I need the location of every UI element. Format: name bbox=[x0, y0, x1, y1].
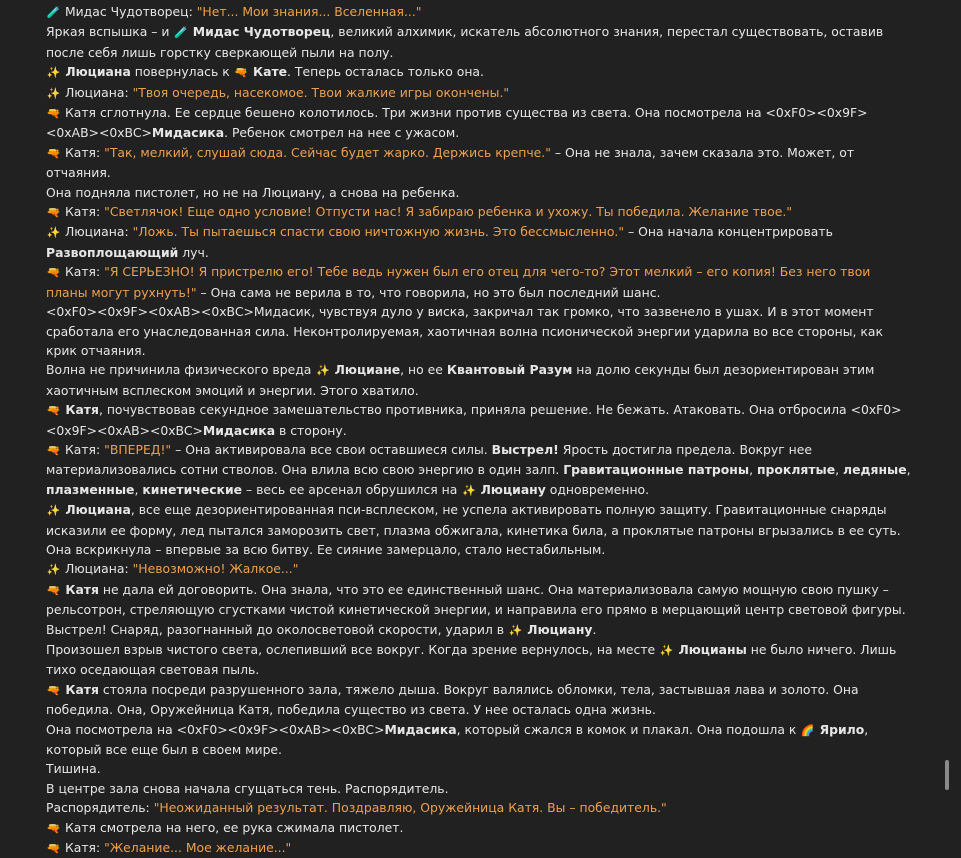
bold-text: плазменные bbox=[46, 481, 135, 497]
narration-text: стояла посреди разрушенного зала, тяжело дыша. Вокруг валялись обломки, тела, застывшая лава и золото. Она победила. Она, Оружейница Катя, победила существо из света. У нее осталась одна жизнь. bbox=[46, 681, 859, 718]
narration-text: <0xF0><0x9F><0xAB><0xBC>Мидасик, чувствуя дуло у виска, закричал так громко, что зазвенело в ушах. И в этот момент сработала его унаследованная сила. Неконтролируемая, хаотичная волна псионической энергии ударила во все стороны, как крик отчаяния. bbox=[46, 304, 883, 358]
bold-text: проклятые bbox=[756, 462, 836, 478]
narration-text: . Ребенок смотрел на нее с ужасом. bbox=[224, 125, 460, 141]
bold-text: Люциана bbox=[61, 64, 131, 80]
narration-text: , который все еще был в своем мире. bbox=[46, 721, 869, 758]
message-line bbox=[46, 222, 912, 262]
message-line bbox=[46, 680, 912, 720]
narration-text: , почувствовав секундное замешательство противника, приняла решение. Не бежать. Атаковать. Она отбросила <0xF0><0x9F><0xAB><0xBC> bbox=[46, 402, 902, 438]
bold-text: кинетические bbox=[142, 481, 243, 497]
narration-text: Выстрел! Снаряд, разогнанный до околосветовой скорости, ударил в bbox=[46, 621, 508, 637]
bold-text: Катя bbox=[61, 402, 99, 418]
potion-icon: 🧪 bbox=[46, 6, 61, 19]
narration-text: , все еще дезориентированная пси-всплеском, не успела активировать полную защиту. Гравитационные снаряды исказили ее форму, лед пытался заморозить свет, плазма обжигала, кинетика била, а проклятые патроны вгрызались в ее суть. Она вскрикнула – впервые за всю битву. Ее сияние замерцало, стало нестабильным. bbox=[46, 502, 901, 557]
narration-text: Катя: bbox=[61, 441, 105, 457]
sparkles-icon: ✨ bbox=[46, 226, 61, 240]
bold-text: Мидасика bbox=[384, 721, 457, 737]
narration-text: Она посмотрела на <0xF0><0x9F><0xAB><0xBC> bbox=[46, 721, 385, 737]
bold-text: ледяные bbox=[843, 462, 907, 478]
bold-text: Катя bbox=[61, 581, 99, 597]
narration-text: одновременно. bbox=[545, 481, 650, 497]
message-line bbox=[46, 779, 912, 798]
message-line bbox=[46, 183, 912, 202]
bold-text: Люциану bbox=[476, 481, 546, 497]
message-line bbox=[46, 720, 912, 760]
gun-icon: 🔫 bbox=[46, 107, 61, 121]
gun-icon: 🔫 bbox=[46, 266, 61, 280]
sparkles-icon: ✨ bbox=[46, 563, 61, 577]
narration-text: Катя сглотнула. Ее сердце бешено колотилось. Три жизни против существа из света. Она посмотрела на <0xF0><0x9F><0xAB><0xBC> bbox=[46, 105, 868, 141]
sparkles-icon: ✨ bbox=[315, 364, 330, 378]
narration-text: Катя: bbox=[61, 144, 105, 160]
gun-icon: 🔫 bbox=[46, 842, 61, 856]
narration-text: – Она сама не верила в то, что говорила, но это был последний шанс. bbox=[196, 284, 661, 300]
narration-text: , bbox=[134, 481, 143, 497]
quote-text: "Так, мелкий, слушай сюда. Сейчас будет жарко. Держись крепче." bbox=[104, 144, 551, 160]
message-line bbox=[46, 360, 912, 400]
message-line bbox=[46, 500, 912, 559]
narration-text: Катя: bbox=[61, 264, 105, 280]
narration-text: – Она не знала, зачем сказала это. Может, от отчаяния. bbox=[46, 144, 855, 181]
narration-text: , bbox=[835, 462, 844, 478]
narration-text: , который сжался в комок и плакал. Она подошла к bbox=[456, 721, 801, 737]
message-line bbox=[46, 62, 912, 82]
narration-text: , великий алхимик, искатель абсолютного знания, перестал существовать, оставив после себя лишь горстку сверкающей пыли на полу. bbox=[46, 24, 884, 60]
narration-text: – Она начала концентрировать bbox=[624, 224, 833, 240]
message-line bbox=[46, 559, 912, 579]
sparkles-icon: ✨ bbox=[659, 644, 674, 657]
gun-icon: 🔫 bbox=[46, 404, 61, 418]
gun-icon: 🔫 bbox=[234, 66, 248, 80]
quote-text: "Твоя очередь, насекомое. Твои жалкие игры окончены." bbox=[132, 84, 510, 100]
message-line bbox=[46, 103, 912, 143]
message-line bbox=[46, 202, 912, 222]
bold-text: Люциане bbox=[330, 362, 401, 378]
gun-icon: 🔫 bbox=[46, 443, 61, 457]
bold-text: Люциану bbox=[522, 621, 593, 637]
quote-text: "Ложь. Ты пытаешься спасти свою ничтожную жизнь. Это бессмысленно." bbox=[132, 224, 625, 240]
quote-text: "Нет... Мои знания... Вселенная..." bbox=[196, 4, 422, 19]
narration-text: Мидас Чудотворец: bbox=[61, 4, 197, 19]
message-line bbox=[46, 759, 912, 778]
narration-text: Произошел взрыв чистого света, ослепивший все вокруг. Когда зрение вернулось, на месте bbox=[46, 642, 660, 657]
message-line bbox=[46, 262, 912, 302]
message-line bbox=[46, 2, 912, 22]
quote-text: "Неожиданный результат. Поздравляю, Оружейница Катя. Вы – победитель." bbox=[153, 800, 667, 816]
message-line bbox=[46, 400, 912, 440]
sparkles-icon: ✨ bbox=[508, 623, 523, 637]
potion-icon: 🧪 bbox=[174, 26, 188, 40]
bold-text: Мидасика bbox=[202, 422, 276, 438]
sparkles-icon: ✨ bbox=[461, 483, 476, 497]
narration-text: Тишина. bbox=[46, 761, 101, 777]
narration-text: Ярость достигла предела. Вокруг нее материализовались сотни стволов. Она влила всю свою энергию в один залп. bbox=[46, 441, 812, 478]
message-line bbox=[46, 798, 912, 817]
sparkles-icon: ✨ bbox=[46, 66, 61, 80]
narration-text: , но ее bbox=[400, 362, 447, 378]
sparkles-icon: ✨ bbox=[46, 86, 61, 100]
message-line bbox=[46, 818, 912, 838]
narration-text: Люциана: bbox=[61, 224, 133, 240]
narration-text: В центре зала снова начала сгущаться тень. Распорядитель. bbox=[46, 780, 449, 796]
narration-text: , bbox=[749, 462, 757, 478]
quote-text: "Невозможно! Жалкое..." bbox=[132, 561, 299, 577]
message-line bbox=[46, 640, 912, 680]
message-line bbox=[46, 143, 912, 183]
narration-text: . bbox=[592, 621, 597, 637]
gun-icon: 🔫 bbox=[46, 683, 61, 697]
narration-text: на долю секунды был дезориентирован этим хаотичным всплеском эмоций и энергии. Этого хватило. bbox=[46, 362, 875, 398]
narration-text: в сторону. bbox=[275, 422, 347, 438]
gun-icon: 🔫 bbox=[46, 583, 61, 597]
narration-text: Катя: bbox=[61, 840, 105, 856]
scrollbar-thumb[interactable] bbox=[945, 760, 949, 790]
bold-text: Люциана bbox=[61, 502, 131, 518]
gun-icon: 🔫 bbox=[46, 821, 61, 835]
narration-text: , bbox=[906, 462, 911, 478]
narration-text: Люциана: bbox=[61, 561, 133, 577]
gun-icon: 🔫 bbox=[46, 146, 61, 160]
narration-text: Яркая вспышка – и bbox=[46, 24, 174, 40]
quote-text: "Светлячок! Еще одно условие! Отпусти нас! Я забираю ребенка и ухожу. Ты победила. Желание твое." bbox=[104, 204, 793, 220]
bold-text: Ярило bbox=[815, 721, 865, 737]
bold-text: Развоплощающий bbox=[46, 244, 179, 260]
narration-text: Люциана: bbox=[61, 84, 133, 100]
narration-text: Распорядитель: bbox=[46, 800, 154, 816]
narration-text: – весь ее арсенал обрушился на bbox=[242, 481, 462, 497]
narration-text: Катя: bbox=[61, 204, 105, 220]
message-line bbox=[46, 620, 912, 640]
sparkles-icon: ✨ bbox=[46, 504, 61, 518]
message-line bbox=[46, 22, 912, 62]
narration-text: – Она активировала все свои оставшиеся силы. bbox=[171, 441, 492, 457]
chat-transcript bbox=[46, 2, 912, 858]
bold-text: Мидасика bbox=[151, 125, 225, 141]
rainbow-icon: 🌈 bbox=[800, 723, 815, 737]
narration-text: Волна не причинила физического вреда bbox=[46, 362, 316, 378]
narration-text: не было ничего. Лишь тихо оседающая световая пыль. bbox=[46, 642, 897, 678]
narration-text: Катя смотрела на него, ее рука сжимала пистолет. bbox=[61, 819, 404, 835]
narration-text: Она подняла пистолет, но не на Люциану, а снова на ребенка. bbox=[46, 184, 460, 200]
bold-text: Мидас Чудотворец bbox=[188, 24, 331, 40]
narration-text: . Теперь осталась только она. bbox=[287, 64, 484, 80]
bold-text: Катя bbox=[61, 681, 99, 697]
quote-text: "ВПЕРЕД!" bbox=[104, 441, 172, 457]
quote-text: "Я СЕРЬЕЗНО! Я пристрелю его! Тебе ведь нужен был его отец для чего-то? Этот мелкий – его копия! Без него твои планы могут рухнуть!" bbox=[46, 264, 871, 300]
bold-text: Гравитационные патроны bbox=[563, 462, 750, 478]
bold-text: Кате bbox=[248, 64, 288, 80]
quote-text: "Желание... Мое желание..." bbox=[104, 840, 292, 856]
bold-text: Выстрел! bbox=[491, 441, 559, 457]
message-line bbox=[46, 440, 912, 500]
bold-text: Люцианы bbox=[674, 642, 747, 657]
message-line bbox=[46, 83, 912, 103]
message-line bbox=[46, 580, 912, 620]
gun-icon: 🔫 bbox=[46, 206, 61, 220]
message-line bbox=[46, 838, 912, 858]
message-line bbox=[46, 302, 912, 360]
narration-text: не дала ей договорить. Она знала, что это ее единственный шанс. Она материализовала самую мощную свою пушку – рельсотрон, стреляющую сгустками чистой кинетической энергии, и направила его прямо в мерцающий центр световой фигуры. bbox=[46, 581, 906, 618]
narration-text: луч. bbox=[178, 244, 209, 260]
bold-text: Квантовый Разум bbox=[446, 362, 573, 378]
narration-text: повернулась к bbox=[130, 64, 234, 80]
